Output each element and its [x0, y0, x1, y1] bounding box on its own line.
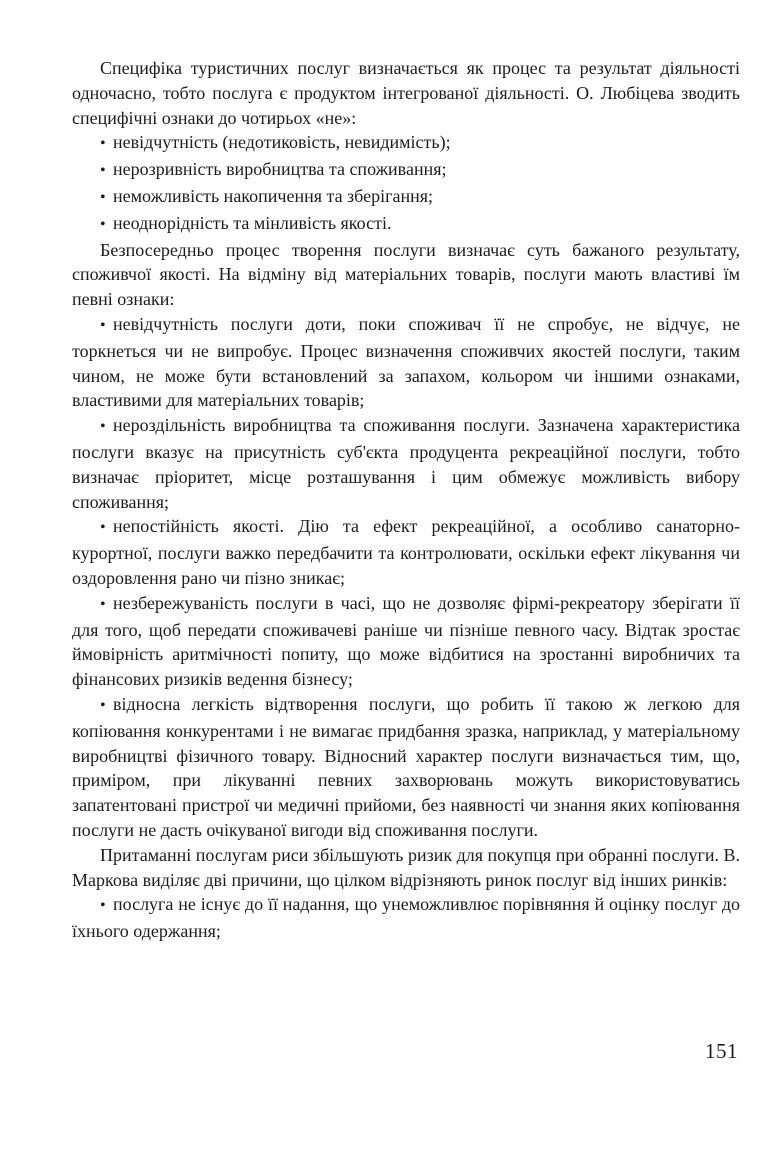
book-page	[72, 56, 740, 944]
service-property-item	[72, 692, 740, 843]
service-property-item	[72, 591, 740, 692]
service-properties-paragraph: Безпосередньо процес творення послуги визначає суть бажаного результату, споживчої якості. На відміну від матеріальних товарів, послуги мають властиві їм певні ознаки:	[72, 239, 740, 310]
bullet-icon: •	[100, 519, 106, 537]
service-property-text: нероздільність виробництва та споживання послуги. Зазначена характеристика послуги вказує на присутність суб'єкта продуцента рекреаційної послуги, тобто визначає пріоритет, місце розташування і цим обмежує можливість вибору споживання;	[72, 415, 740, 512]
service-property-item	[72, 514, 740, 590]
service-property-item	[72, 413, 740, 514]
bullet-icon: •	[100, 215, 106, 233]
service-property-text: відносна легкість відтворення послуги, що робить її такою ж легкою для копіювання конкурентами і не вимагає придбання зразка, наприклад, у матеріальному виробництві фізичного товару. Відносний характер послуги визначається тим, що, приміром, при лікуванні певних захворювань можуть використовуватись запатентовані пристрої чи медичні прийоми, без наявності чи знання яких копіювання послуги не дасть очікуваної вигоди від споживання послуги.	[72, 693, 740, 840]
bullet-icon: •	[100, 595, 106, 613]
service-property-text: незбережуваність послуги в часі, що не дозволяє фірмі-рекреатору зберігати її для того, щоб передати споживачеві раніше чи пізніше певного часу. Відтак зростає ймовірність аритмічності попиту, що може відбитися на зростанні виробничих та фінансових ризиків ведення бізнесу;	[72, 592, 740, 690]
intro-bullet-item	[72, 211, 740, 238]
bullet-icon: •	[100, 162, 106, 180]
bullet-icon: •	[100, 418, 106, 436]
intro-bullet-item	[72, 157, 740, 184]
service-property-text: невідчутність послуги доти, поки споживач її не спробує, не відчує, не торкнеться чи не випробує. Процес визначення споживчих якостей послуги, таким чином, не може бути встановлений за запахом, кольором чи іншими ознаками, властивими для матеріальних товарів;	[72, 313, 740, 411]
bullet-icon: •	[100, 316, 106, 334]
buyer-risk-text: послуга не існує до її надання, що унеможливлює порівняння й оцінку послуг до їхнього одержання;	[72, 894, 740, 942]
intro-bullet-list	[72, 130, 740, 237]
intro-paragraph: Специфіка туристичних послуг визначається як процес та результат діяльності одночасно, тобто послуга є продуктом інтегрованої діяльності. О. Любіцева зводить специфічні ознаки до чотирьох «не»:	[72, 58, 740, 128]
bullet-icon: •	[100, 135, 106, 153]
service-properties-list	[72, 312, 740, 843]
buyer-risk-item	[72, 892, 740, 944]
service-property-item	[72, 312, 740, 413]
page-number: 151	[705, 1039, 738, 1063]
bullet-icon: •	[100, 696, 106, 714]
bullet-icon: •	[100, 897, 106, 915]
intro-bullet-text: неможливість накопичення та зберігання;	[113, 185, 434, 206]
bullet-icon: •	[100, 188, 106, 206]
intro-bullet-text: неоднорідність та мінливість якості.	[113, 212, 392, 233]
intro-bullet-text: нерозривність виробництва та споживання;	[113, 159, 447, 180]
buyer-risk-paragraph: Притаманні послугам риси збільшують ризик для покупця при обранні послуги. В. Маркова виділяє дві причини, що цілком відрізняють ринок послуг від інших ринків:	[72, 844, 740, 890]
service-property-text: непостійність якості. Дію та ефект рекреаційної, а особливо санаторно-курортної, послуги важко передбачити та контролювати, оскільки ефект лікування чи оздоровлення рано чи пізно зникає;	[72, 516, 740, 588]
intro-bullet-item	[72, 130, 740, 157]
intro-bullet-item	[72, 184, 740, 211]
buyer-risk-list	[72, 892, 740, 944]
intro-bullet-text: невідчутність (недотиковість, невидимість);	[113, 132, 451, 153]
